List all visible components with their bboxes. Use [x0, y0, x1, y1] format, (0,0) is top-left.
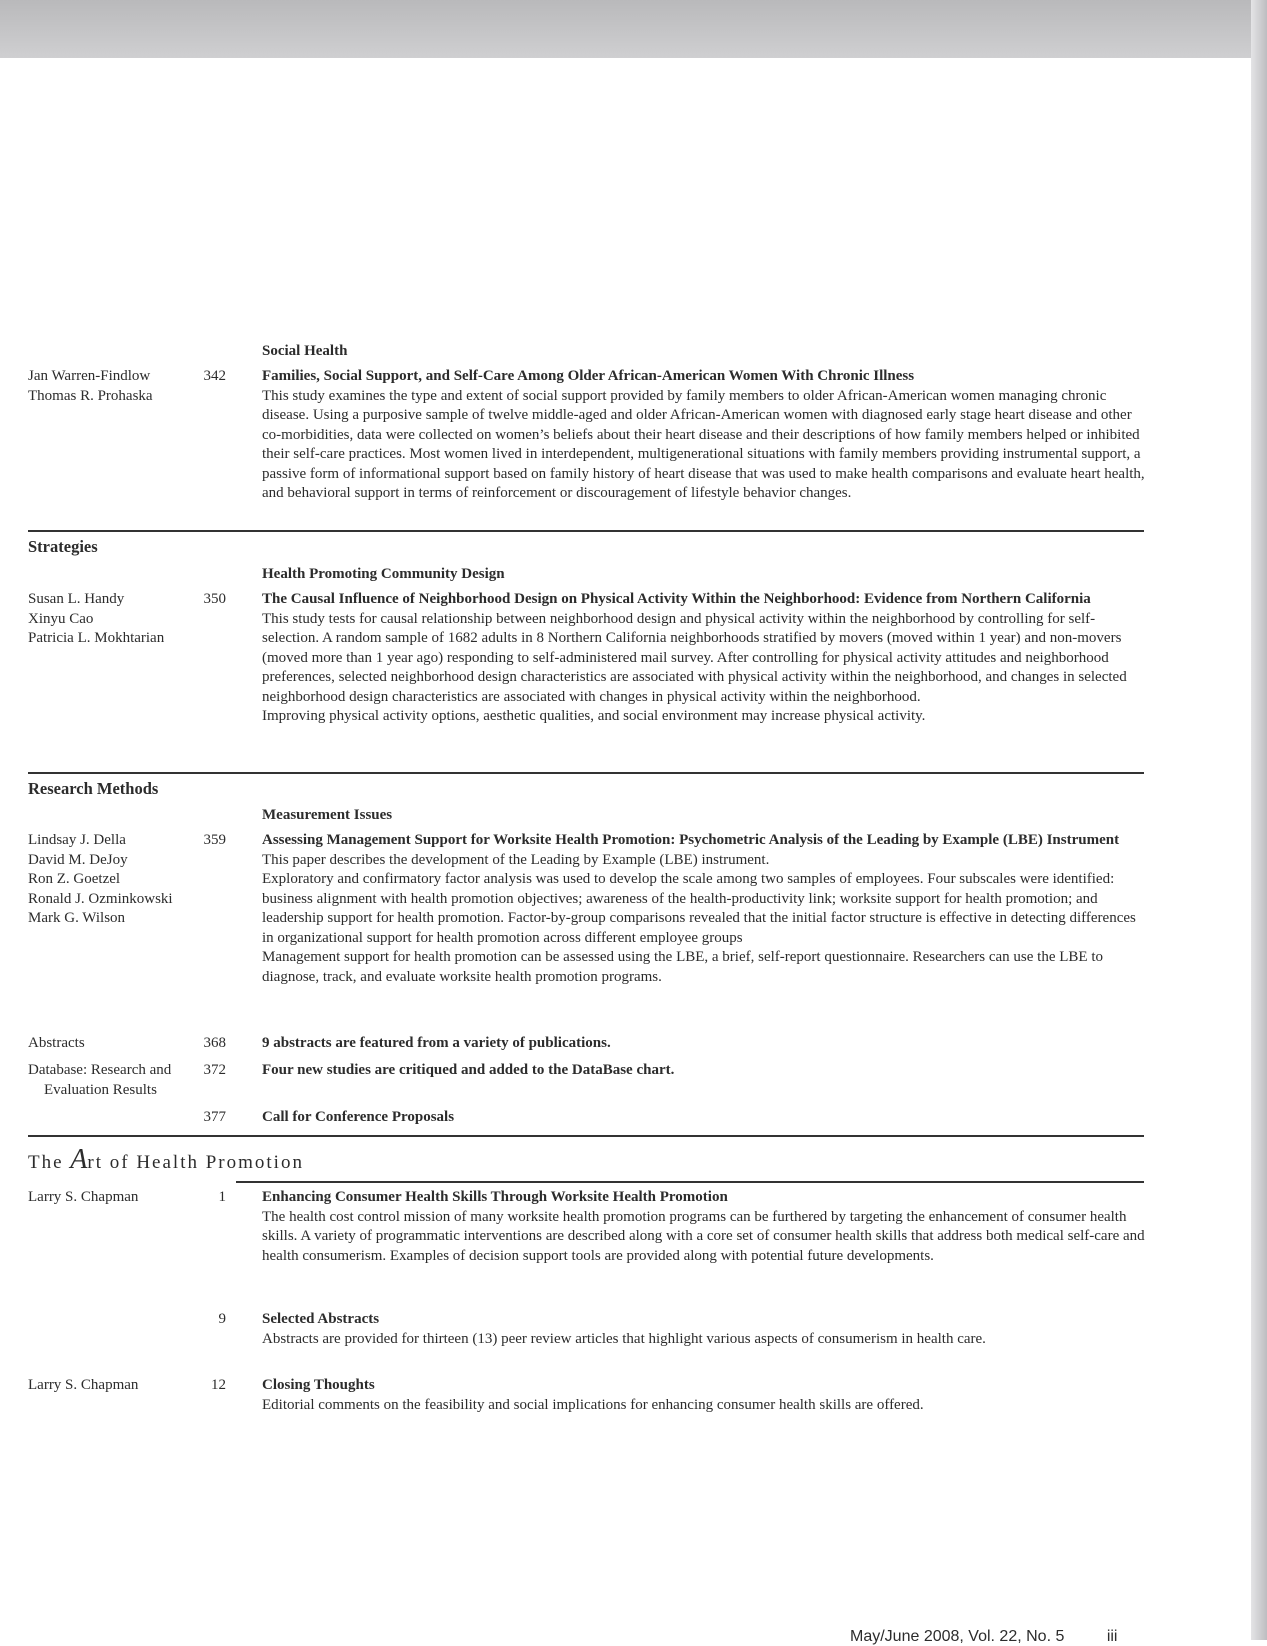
page-number-372: 372	[203, 1062, 226, 1078]
page-number-12: 12	[211, 1377, 226, 1393]
author-name: Ronald J. Ozminkowski	[28, 890, 173, 907]
misc-text-abstracts: 9 abstracts are featured from a variety of publications.	[262, 1035, 611, 1051]
misc-text-conference: Call for Conference Proposals	[262, 1109, 455, 1125]
page-number-9: 9	[218, 1311, 226, 1327]
article-selected-abstracts	[262, 1310, 1146, 1349]
author-name: Lindsay J. Della	[28, 832, 126, 848]
section-heading-strategies: Strategies	[28, 537, 98, 556]
scan-shadow-top	[0, 0, 1267, 58]
article-title: The Causal Influence of Neighborhood Design on Physical Activity Within the Neighborhood: Evidence from Northern California	[262, 591, 1091, 607]
section-divider	[28, 1135, 1144, 1137]
page-number-377: 377	[203, 1109, 226, 1125]
page-number-roman: iii	[1106, 1628, 1118, 1645]
authors-342	[28, 367, 198, 406]
subhead-measurement-issues: Measurement Issues	[262, 807, 393, 823]
article-families-social-support	[262, 367, 1146, 504]
author-name: David M. DeJoy	[28, 851, 128, 868]
misc-label-line: Evaluation Results	[44, 1081, 157, 1098]
subhead-social-health: Social Health	[262, 343, 348, 359]
misc-label-database	[28, 1061, 198, 1100]
page-number-350: 350	[203, 591, 226, 607]
misc-label-line: Database: Research and	[28, 1062, 172, 1078]
authors-359	[28, 831, 198, 929]
author-name: Thomas R. Prohaska	[28, 387, 153, 404]
author-name: Larry S. Chapman	[28, 1377, 139, 1393]
article-abstract: This study examines the type and extent of social support provided by family members to older African-American women managing chronic disease. Using a purposive sample of twelve middle-aged and older African-American women with diagnosed early stage heart disease and other co-morbidities, data were collected on women’s beliefs about their heart disease and their descriptions of how family members helped or inhibited their self-care practices. Most women lived in interdependent, multigenerational situations with family members providing instrumental support, a passive form of informational support based on family history of heart disease that was used to make health comparisons and evaluate heart health, and behavioral support in terms of reinforcement or discouragement of lifestyle behavior changes.	[262, 387, 1145, 501]
issue-info: May/June 2008, Vol. 22, No. 5	[850, 1628, 1065, 1645]
article-abstract: This paper describes the development of the Leading by Example (LBE) instrument.	[262, 851, 770, 868]
page-number-342: 342	[203, 368, 226, 384]
author-name: Mark G. Wilson	[28, 910, 126, 926]
article-title: Families, Social Support, and Self-Care Among Older African-American Women With Chronic Illness	[262, 368, 915, 384]
scan-page-edge	[1251, 0, 1267, 1640]
section-divider	[28, 530, 1144, 532]
heading-decorative-a: A	[70, 1144, 88, 1175]
misc-text-database: Four new studies are critiqued and added to the DataBase chart.	[262, 1062, 675, 1078]
section-divider	[28, 772, 1144, 774]
article-neighborhood-design	[262, 590, 1146, 727]
heading-word-the: The	[28, 1152, 64, 1173]
heading-underline	[236, 1181, 1144, 1183]
article-abstract: This study tests for causal relationship between neighborhood design and physical activity within the neighborhood by controlling for self-selection. A random sample of 1682 adults in 8 Northern California neighborhoods stratified by movers (moved within 1 year) and non-movers (moved more than 1 year ago) responding to self-administered mail survey. After controlling for physical activity attitudes and neighborhood preferences, selected neighborhood design characteristics are associated with physical activity within the neighborhood, and changes in selected neighborhood design characteristics are associated with changes in physical activity within the neighborhood.	[262, 610, 1127, 705]
author-name: Larry S. Chapman	[28, 1189, 139, 1205]
article-lbe-instrument	[262, 831, 1146, 987]
page-number-368: 368	[203, 1035, 226, 1051]
article-title: Assessing Management Support for Worksite Health Promotion: Psychometric Analysis of the Leading by Example (LBE) Instrument	[262, 832, 1120, 848]
article-title: Selected Abstracts	[262, 1311, 380, 1327]
article-abstract: Abstracts are provided for thirteen (13) peer review articles that highlight various aspects of consumerism in health care.	[262, 1330, 986, 1347]
page-footer	[850, 1628, 1117, 1646]
article-abstract-conclusion: Management support for health promotion can be assessed using the LBE, a brief, self-report questionnaire. Researchers can use the LBE to diagnose, track, and evaluate worksite health promotion programs.	[262, 949, 1103, 985]
article-title: Enhancing Consumer Health Skills Through Worksite Health Promotion	[262, 1189, 728, 1205]
article-closing-thoughts	[262, 1376, 1146, 1415]
subhead-community-design: Health Promoting Community Design	[262, 566, 505, 582]
article-abstract-methods: Exploratory and confirmatory factor analysis was used to develop the scale among two samples of employees. Four subscales were identified: business alignment with health promotion objectives; awareness of the health-productivity link; worksite support for health promotion; and leadership support for health promotion. Factor-by-group comparisons revealed that the initial factor structure is effective in detecting differences in organizational support for health promotion across different employee groups	[262, 871, 1136, 946]
article-abstract: The health cost control mission of many worksite health promotion programs can be furthered by targeting the enhancement of consumer health skills. A variety of programmatic interventions are described along with a core set of consumer health skills that address both medical self-care and health consumerism. Examples of decision support tools are provided along with potential future developments.	[262, 1208, 1145, 1264]
article-abstract-conclusion: Improving physical activity options, aesthetic qualities, and social environment may increase physical activity.	[262, 708, 926, 724]
author-name: Patricia L. Mokhtarian	[28, 630, 165, 646]
author-name: Ron Z. Goetzel	[28, 871, 121, 887]
page-number-1: 1	[218, 1189, 226, 1205]
authors-350	[28, 590, 198, 649]
article-title: Closing Thoughts	[262, 1377, 375, 1393]
author-name: Jan Warren-Findlow	[28, 368, 151, 384]
section-heading-research-methods: Research Methods	[28, 779, 159, 798]
art-of-health-promotion-heading	[28, 1144, 304, 1176]
article-abstract: Editorial comments on the feasibility and social implications for enhancing consumer health skills are offered.	[262, 1396, 924, 1413]
author-name: Susan L. Handy	[28, 591, 125, 607]
page-number-359: 359	[203, 832, 226, 848]
heading-rest: rt of Health Promotion	[87, 1152, 304, 1173]
article-consumer-health-skills	[262, 1188, 1146, 1266]
author-name: Xinyu Cao	[28, 610, 94, 627]
misc-label-abstracts: Abstracts	[28, 1035, 85, 1051]
